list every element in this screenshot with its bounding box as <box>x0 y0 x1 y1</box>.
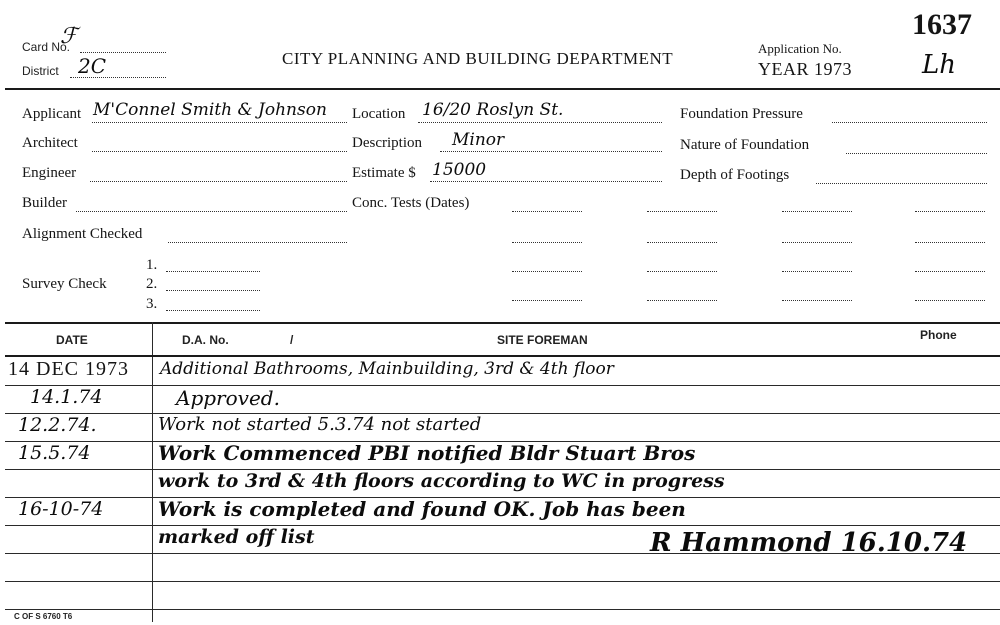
builder-label: Builder <box>22 195 67 211</box>
card-mark: ℱ <box>60 24 78 49</box>
applicant-value: M'Connel Smith & Johnson <box>93 100 327 120</box>
log-row-note: work to 3rd & 4th floors according to WC in progress <box>158 470 725 492</box>
card-no-line <box>80 52 166 53</box>
log-date-divider <box>152 322 153 622</box>
survey-item-3: 3. <box>146 296 158 312</box>
log-header-phone: Phone <box>920 328 957 342</box>
architect-label: Architect <box>22 135 78 151</box>
description-line <box>440 151 662 152</box>
log-row-line-6 <box>5 525 1000 526</box>
location-label: Location <box>352 106 406 122</box>
log-row-note: Approved. <box>176 386 280 410</box>
foundation-pressure-line <box>832 122 987 123</box>
conc-line-1 <box>512 211 582 212</box>
log-row-note: Work not started 5.3.74 not started <box>158 414 482 435</box>
conc-line-7 <box>782 242 852 243</box>
log-header-rule <box>5 355 1000 357</box>
description-value: Minor <box>452 130 505 150</box>
district-value: 2C <box>78 54 107 78</box>
survey-label: Survey Check <box>22 276 107 292</box>
district-line <box>70 77 166 78</box>
description-label: Description <box>352 135 422 151</box>
conc-line-9 <box>512 271 582 272</box>
conc-line-4 <box>915 211 985 212</box>
log-row-date: 14.1.74 <box>30 386 103 408</box>
estimate-value: 15000 <box>432 160 487 180</box>
application-number: 1637 <box>912 8 972 41</box>
depth-footings-label: Depth of Footings <box>680 167 790 183</box>
foundation-pressure-label: Foundation Pressure <box>680 106 803 122</box>
log-row-date: 12.2.74. <box>18 414 97 436</box>
district-label: District <box>22 64 59 78</box>
conc-line-2 <box>647 211 717 212</box>
card-no-label: Card No. <box>22 40 71 54</box>
conc-line-15 <box>782 300 852 301</box>
conc-tests-label: Conc. Tests (Dates) <box>352 195 470 211</box>
log-row-line-8 <box>5 581 1000 582</box>
log-row-note: Additional Bathrooms, Mainbuilding, 3rd & 4th floor <box>160 359 614 379</box>
conc-line-10 <box>647 271 717 272</box>
header-rule <box>5 88 1000 90</box>
log-top-rule <box>5 322 1000 324</box>
conc-line-12 <box>915 271 985 272</box>
log-header-date: DATE <box>56 333 88 347</box>
log-row-line-9 <box>5 609 1000 610</box>
footer-code: C OF S 6760 T6 <box>14 612 73 621</box>
log-row-date: 15.5.74 <box>18 442 91 464</box>
depth-footings-line <box>816 183 987 184</box>
log-header-da-no: D.A. No. <box>182 333 229 347</box>
conc-line-16 <box>915 300 985 301</box>
builder-line <box>76 211 347 212</box>
log-row-note: Work Commenced PBI notified Bldr Stuart Bros <box>158 441 696 465</box>
log-header-slash: / <box>290 333 294 347</box>
nature-foundation-line <box>846 153 987 154</box>
log-header-site-foreman: SITE FOREMAN <box>497 333 588 347</box>
signature: R Hammond 16.10.74 <box>650 528 968 558</box>
location-value: 16/20 Roslyn St. <box>422 100 564 120</box>
log-row-date: 14 DEC 1973 <box>8 358 129 380</box>
log-row-line-1 <box>5 385 1000 386</box>
estimate-label: Estimate $ <box>352 165 416 181</box>
conc-line-13 <box>512 300 582 301</box>
log-row-line-2 <box>5 413 1000 414</box>
log-row-date: 16-10-74 <box>18 498 104 520</box>
log-row-note: marked off list <box>158 526 315 548</box>
conc-line-8 <box>915 242 985 243</box>
conc-line-14 <box>647 300 717 301</box>
conc-line-11 <box>782 271 852 272</box>
alignment-line <box>168 242 347 243</box>
nature-foundation-label: Nature of Foundation <box>680 137 810 153</box>
engineer-line <box>90 181 347 182</box>
architect-line <box>92 151 347 152</box>
log-row-note: Work is completed and found OK. Job has been <box>158 497 686 521</box>
alignment-label: Alignment Checked <box>22 226 143 242</box>
survey-item-1: 1. <box>146 257 158 273</box>
application-suffix: Lh <box>922 50 957 80</box>
applicant-label: Applicant <box>22 106 82 122</box>
department-title: CITY PLANNING AND BUILDING DEPARTMENT <box>282 49 674 68</box>
estimate-line <box>430 181 662 182</box>
survey-item-2: 2. <box>146 276 158 292</box>
application-label: Application No. <box>758 41 842 56</box>
location-line <box>418 122 662 123</box>
year-label: YEAR 1973 <box>758 59 852 79</box>
survey-line-2 <box>166 290 260 291</box>
conc-line-3 <box>782 211 852 212</box>
conc-line-5 <box>512 242 582 243</box>
survey-line-3 <box>166 310 260 311</box>
survey-line-1 <box>166 271 260 272</box>
engineer-label: Engineer <box>22 165 77 181</box>
applicant-line <box>92 122 347 123</box>
conc-line-6 <box>647 242 717 243</box>
